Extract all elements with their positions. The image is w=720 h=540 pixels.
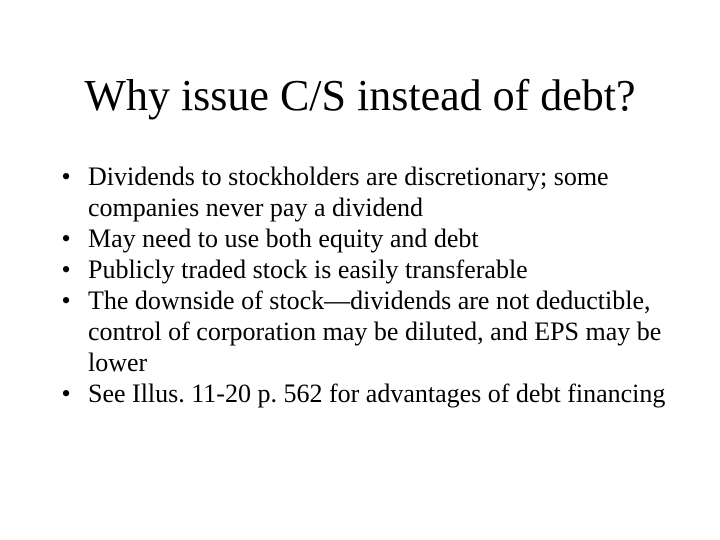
bullet-icon: •	[61, 255, 71, 284]
bullet-list	[54, 161, 666, 409]
bullet-text: Publicly traded stock is easily transferable	[88, 255, 528, 284]
bullet-item-transferable	[54, 254, 666, 285]
bullet-item-equity-and-debt	[54, 223, 666, 254]
bullet-text: The downside of stock—dividends are not deductible, control of corporation may be diluted, and EPS may be lower	[88, 286, 662, 377]
bullet-icon: •	[61, 162, 71, 191]
bullet-icon: •	[61, 224, 71, 253]
bullet-icon: •	[61, 379, 71, 408]
bullet-icon: •	[61, 286, 71, 315]
bullet-item-downside	[54, 285, 666, 378]
bullet-text: See Illus. 11-20 p. 562 for advantages of debt financing	[88, 379, 666, 408]
bullet-text: Dividends to stockholders are discretionary; some companies never pay a dividend	[88, 162, 609, 222]
bullet-item-dividends	[54, 161, 666, 223]
slide-title: Why issue C/S instead of debt?	[84, 71, 636, 120]
bullet-text: May need to use both equity and debt	[88, 224, 479, 253]
bullet-item-illustration-reference	[54, 378, 666, 409]
